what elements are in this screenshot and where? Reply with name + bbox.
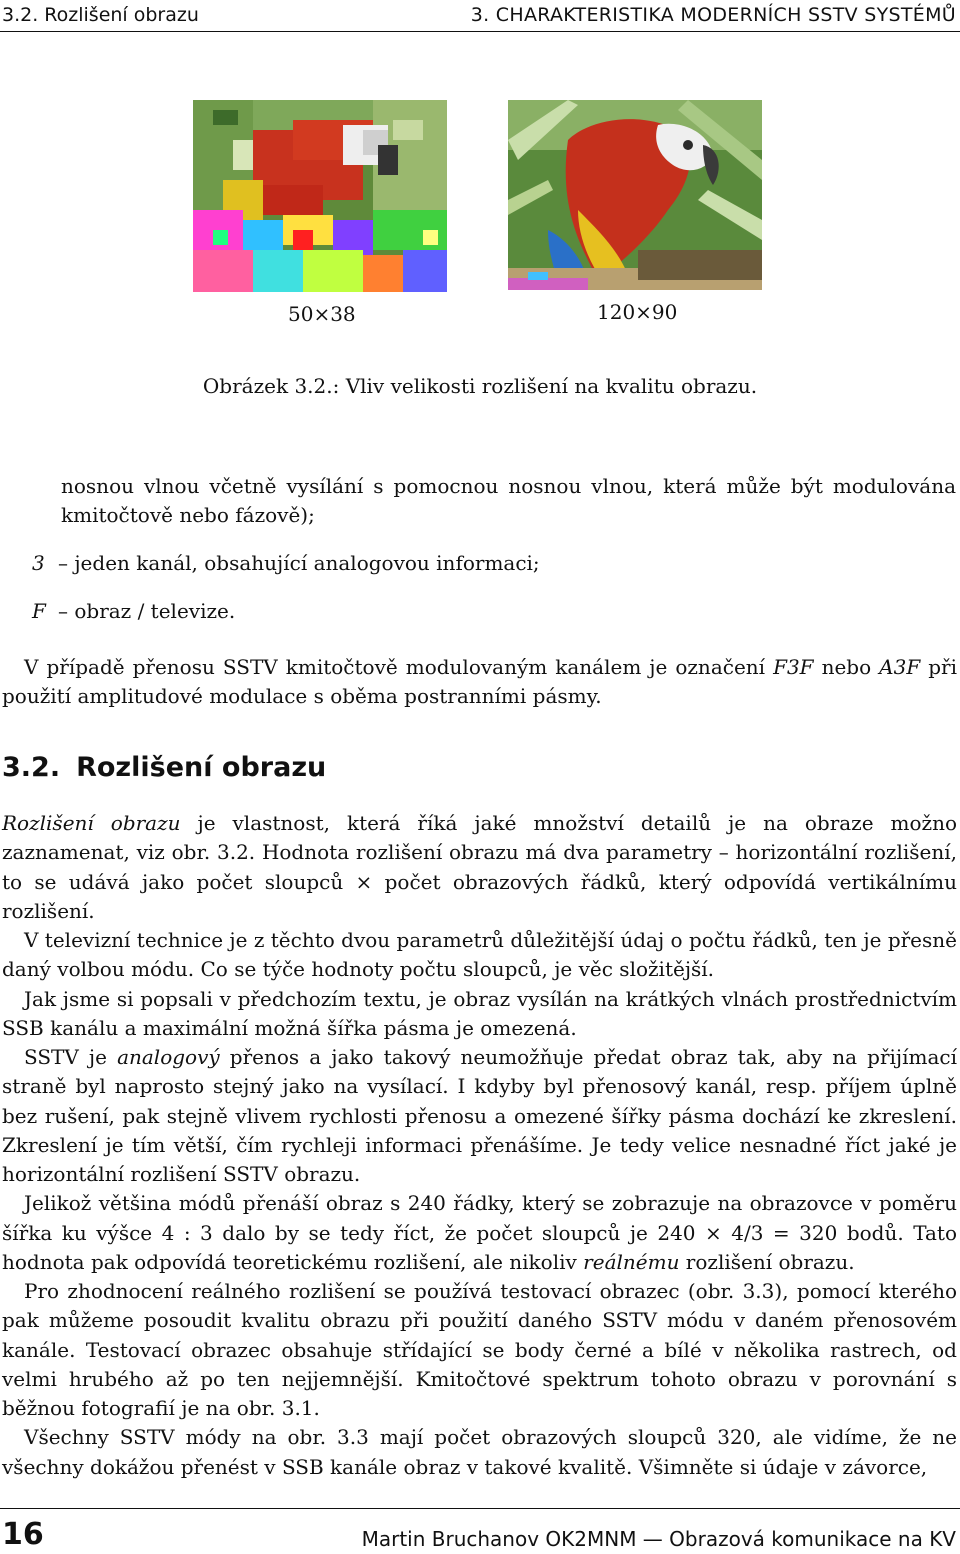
paragraph bbox=[2, 1043, 957, 1189]
page-number: 16 bbox=[2, 1517, 44, 1552]
section-body bbox=[2, 809, 957, 1482]
subfigure-label-left: 50×38 bbox=[288, 302, 356, 326]
paragraph: Všechny SSTV módy na obr. 3.3 mají počet obrazových sloupců 320, ale vidíme, že ne všechny dokážou přenést v SSB kanále obraz v takové kvalitě. Všimněte si údaje v závorce, bbox=[2, 1425, 957, 1479]
subfigure-label-right: 120×90 bbox=[597, 300, 678, 324]
emphasis: reálnému bbox=[583, 1249, 680, 1274]
emission-code: A3F bbox=[879, 655, 921, 679]
emphasis: analogový bbox=[117, 1045, 220, 1069]
text-run: SSTV je bbox=[24, 1045, 118, 1069]
text-run: při použití amplitudové modulace s oběma postranními pásmy. bbox=[2, 655, 957, 709]
list-item-symbol: 3 bbox=[32, 551, 45, 575]
paragraph bbox=[2, 809, 957, 926]
header-section: 3.2. Rozlišení obrazu bbox=[2, 4, 199, 26]
footer-text: Martin Bruchanov OK2MNM — Obrazová komunikace na KV bbox=[361, 1527, 956, 1551]
list-item-symbol: F bbox=[32, 599, 46, 623]
paragraph: V televizní technice je z těchto dvou parametrů důležitější údaj o počtu řádků, ten je přesně daný volbou módu. Co se týče hodnoty počtu sloupců, je věc složitější. bbox=[2, 928, 957, 982]
text-run: nebo bbox=[813, 655, 880, 679]
header-rule bbox=[0, 31, 960, 32]
paragraph: Jak jsme si popsali v předchozím textu, je obraz vysílán na krátkých vlnách prostřednictvím SSB kanálu a maximální možná šířka pásma je omezená. bbox=[2, 986, 957, 1040]
header-chapter: 3. CHARAKTERISTIKA MODERNÍCH SSTV SYSTÉMŮ bbox=[470, 4, 956, 26]
list-item-text: – obraz / televize. bbox=[58, 599, 236, 623]
paragraph bbox=[2, 1189, 957, 1277]
paragraph: Pro zhodnocení reálného rozlišení se používá testovací obrazec (obr. 3.3), pomocí kterého pak můžeme posoudit kvalitu obrazu při použití daného SSTV módu v daném přenosovém kanále. Testovací obrazec obsahuje střídající se body černé a bílé v několika rastrech, od velmi hrubého až po ten nejjemnější. Kmitočtové spektrum tohoto obrazu v porovnání s běžnou fotografií je na obr. 3.1. bbox=[2, 1279, 957, 1420]
section-title: Rozlišení obrazu bbox=[76, 752, 327, 783]
figure-caption: Obrázek 3.2.: Vliv velikosti rozlišení na kvalitu obrazu. bbox=[202, 374, 758, 398]
section-heading bbox=[2, 752, 326, 783]
list-continuation: nosnou vlnou včetně vysílání s pomocnou nosnou vlnou, která může být modulována kmitočtově nebo fázově); bbox=[61, 474, 956, 528]
parrot-image-50x38 bbox=[193, 100, 447, 292]
list-item-text: – jeden kanál, obsahující analogovou informaci; bbox=[58, 551, 540, 575]
text-run: Jelikož většina módů přenáší obraz s 240 řádky, který se zobrazuje na obrazovce v poměru šířka ku výšce 4 : 3 dalo by se tedy říct, že počet sloupců je 240 × 4/3 = 320 bodů. Tato hodnota pak odpovídá teoretickému rozlišení, ale nikoliv bbox=[2, 1191, 957, 1274]
parrot-image-120x90 bbox=[508, 100, 762, 290]
text-run: rozlišení obrazu. bbox=[679, 1249, 855, 1274]
section-number: 3.2. bbox=[2, 752, 61, 783]
running-header bbox=[0, 0, 960, 30]
paragraph-f3f bbox=[2, 653, 957, 711]
footer-rule bbox=[0, 1508, 960, 1509]
text-run: přenos a jako takový neumožňuje předat obraz tak, aby na přijímací straně byl naprosto stejný jako na vysílací. I kdyby byl přenosový kanál, resp. příjem úplně bez rušení, pak stejně vlivem rychlosti přenosu a omezené šířky pásma dochází ke zkreslení. Zkreslení je tím větší, čím rychleji informaci přenášíme. Je tedy velice nesnadné říct jaké je horizontální rozlišení SSTV obrazu. bbox=[2, 1045, 957, 1186]
text-run: V případě přenosu SSTV kmitočtově modulovaným kanálem je označení bbox=[24, 655, 774, 679]
emission-code: F3F bbox=[773, 655, 814, 679]
text-run: je vlastnost, která říká jaké množství detailů je na obraze možno zaznamenat, viz obr. 3.2. Hodnota rozlišení obrazu má dva parametry – horizontální rozlišení, to se udává jako počet sloupců × počet obrazových řádků, který odpovídá vertikálnímu rozlišení. bbox=[2, 811, 957, 923]
defined-term: Rozlišení obrazu bbox=[2, 811, 181, 835]
